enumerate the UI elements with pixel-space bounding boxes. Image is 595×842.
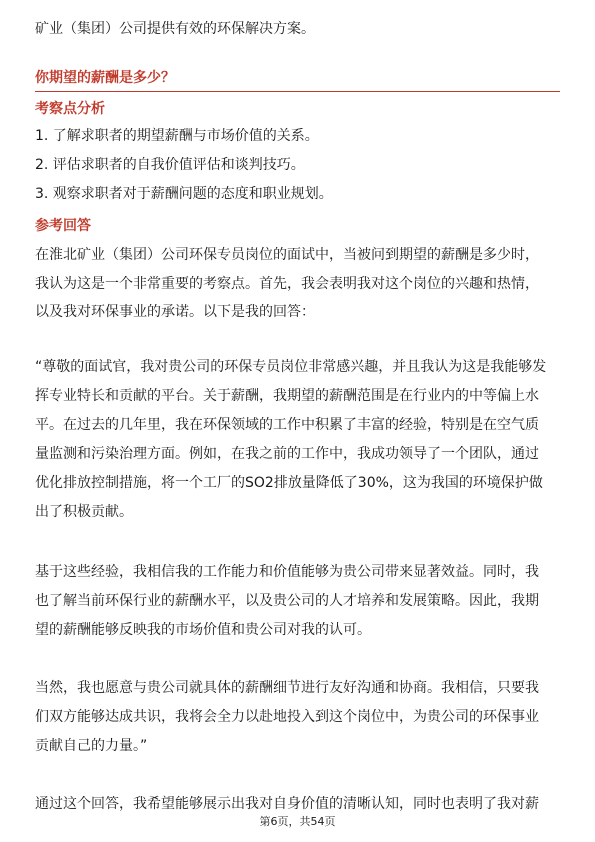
question-heading: 你期望的薪酬是多少？ — [35, 70, 175, 86]
analysis-item: 3. 观察求职者对于薪酬问题的态度和职业规划。 — [35, 186, 333, 202]
answer-para2-line: 挥专业特长和贡献的平台。关于薪酬，我期望的薪酬范围是在行业内的中等偏上水 — [35, 388, 539, 404]
answer-para4-line: 当然，我也愿意与贵公司就具体的薪酬细节进行友好沟通和协商。我相信，只要我 — [35, 680, 539, 696]
answer-para3-line: 也了解当前环保行业的薪酬水平，以及贵公司的人才培养和发展策略。因此，我期 — [35, 593, 539, 609]
page-number: 第6页，共54页 — [259, 815, 336, 828]
answer-para2-line: 优化排放控制措施，将一个工厂的SO2排放量降低了30%，这为我国的环境保护做 — [35, 475, 543, 491]
answer-para2-line: 出了积极贡献。 — [35, 504, 133, 520]
answer-para4-line: 们双方能够达成共识，我将会全力以赴地投入到这个岗位中，为贵公司的环保事业 — [35, 709, 539, 725]
question-divider — [35, 91, 560, 92]
answer-para5-line: 通过这个回答，我希望能够展示出我对自身价值的清晰认知，同时也表明了我对薪 — [35, 796, 539, 812]
answer-para1-line: 我认为这是一个非常重要的考察点。首先，我会表明我对这个岗位的兴趣和热情， — [35, 276, 539, 292]
analysis-item: 2. 评估求职者的自我价值评估和谈判技巧。 — [35, 157, 305, 173]
answer-para2-line: “尊敬的面试官，我对贵公司的环保专员岗位非常感兴趣，并且我认为这是我能够发 — [35, 359, 547, 375]
answer-para2-line: 量监测和污染治理方面。例如，在我之前的工作中，我成功领导了一个团队，通过 — [35, 446, 539, 462]
intro-continuation: 矿业（集团）公司提供有效的环保解决方案。 — [35, 21, 315, 37]
answer-para1-line: 以及我对环保事业的承诺。以下是我的回答： — [35, 304, 315, 320]
answer-para4-line: 贡献自己的力量。” — [35, 738, 148, 754]
answer-heading: 参考回答 — [35, 218, 91, 234]
answer-para1-line: 在淮北矿业（集团）公司环保专员岗位的面试中，当被问到期望的薪酬是多少时， — [35, 247, 539, 263]
answer-para3-line: 望的薪酬能够反映我的市场价值和贵公司对我的认可。 — [35, 622, 371, 638]
analysis-item: 1. 了解求职者的期望薪酬与市场价值的关系。 — [35, 128, 319, 144]
answer-para3-line: 基于这些经验，我相信我的工作能力和价值能够为贵公司带来显著效益。同时，我 — [35, 564, 539, 580]
analysis-heading: 考察点分析 — [35, 101, 105, 117]
answer-para2-line: 平。在过去的几年里，我在环保领域的工作中积累了丰富的经验，特别是在空气质 — [35, 417, 539, 433]
